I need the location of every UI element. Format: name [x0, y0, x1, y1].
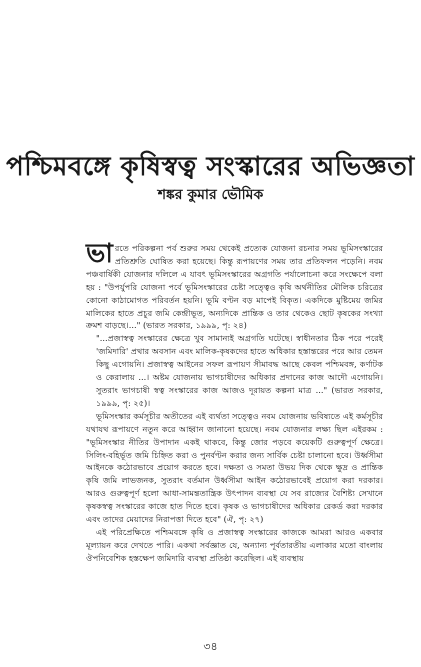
- paragraph-1: ভারতে পরিকল্পনা পর্ব শুরুর সময় থেকেই প্রত্যেক যোজনা রচনার সময় ভূমিসংস্কারের প্রতিশ্রুতি ঘোষিত করা হয়েছে। কিন্তু রূপায়ণের সময় তার প্রতিফলন পড়েনি। নবম পঞ্চবার্ষিকী যোজনার দলিলে এ যাবৎ ভূমিসংস্কারের অগ্রগতি পর্যালোচনা করে সংক্ষেপে বলা হয় : "উপর্যুপরি যোজনা পর্বে ভূমিসংস্কারের চেষ্টা সত্ত্বেও কৃষি অর্থনীতির মৌলিক চরিত্রের কোনো কাঠামোগত পরিবর্তন হয়নি। ভূমি বণ্টন বড় মাপেই বিকৃত। একদিকে মুষ্টিমেয় জমির মালিকের হাতে প্রচুর জমি কেন্দ্রীভূত, অন্যদিকে প্রান্তিক ও তার থেকেও ছোট কৃষকের সংখ্যা ক্রমশ বাড়ছে।..." (ভারত সরকার, ১৯৯৯, পৃ: ২৪): [86, 239, 383, 331]
- article-body: [86, 239, 383, 565]
- paragraph-2-quote: "...প্রজাস্বত্ব সংস্কারের ক্ষেত্রে খুব সামান্যই অগ্রগতি ঘটেছে। স্বাধীনতার ঠিক পরে পরেই 'জমিদারি' প্রথার অবসান এবং মালিক-কৃষকদের হাতে অধিকার হস্তান্তরের পরে আর তেমন কিছু এগোয়নি। প্রজাস্বত্ব আইনের সফল রূপায়ণ সীমাবদ্ধ আছে কেবল পশ্চিমবঙ্গ, কর্ণাটক ও কেরালায় ...। অষ্টম যোজনায় ভাগচাষীদের অধিকার প্রদানের কাজ আদৌ এগোয়নি। সুতরাং ভাগচাষী স্বত্ব সংস্কারের কাজ আজও দূরায়ত কল্পনা মাত্র ..." (ভারত সরকার, ১৯৯৯, পৃ: ২৫)।: [96, 333, 383, 408]
- article-author: শঙ্কর কুমার ভৌমিক: [157, 187, 264, 203]
- paragraph-3: ভূমিসংস্কার কর্মসূচীর অতীতের এই ব্যর্থতা সত্ত্বেও নবম যোজনায় ভবিষ্যতে এই কর্মসূচীর যথাযথ রূপায়ণে নতুন করে আহ্বান জানানো হয়েছে। নবম যোজনার লক্ষ্য ছিল এইরকম : "ভূমিসংস্কার নীতির উপাদান একই থাকবে, কিন্তু জোর পড়বে কয়েকটি গুরুত্বপূর্ণ ক্ষেত্রে। সিলিং-বহির্ভূত জমি চিহ্নিত করা ও পুনর্বণ্টন করার জন্য সার্বিক চেষ্টা চালানো হবে। উর্ধ্বসীমা আইনকে কঠোরভাবে প্রয়োগ করতে হবে। দক্ষতা ও সমতা উভয় দিক থেকে ক্ষুদ্র ও প্রান্তিক কৃষি জমি লাভজনক, সুতরাং বর্তমান উর্ধ্বসীমা আইন কঠোরভাবেই প্রয়োগ করা দরকার। আরও গুরুত্বপূর্ণ হলো আধা-সামন্ততান্ত্রিক উৎপাদন ব্যবস্থা যে সব রাজ্যের বৈশিষ্ট্য সেখানে কৃষকস্বত্ব সংস্কারের কাজে হাত দিতে হবে। কৃষক ও ভাগচাষীদের অধিকার রেকর্ড করা দরকার এবং তাদের মেয়াদের নিরাপত্তা দিতে হবে" (ঐ, পৃ: ২৭): [86, 410, 383, 525]
- paragraph-4: এই পরিপ্রেক্ষিতে পশ্চিমবঙ্গে কৃষি ও প্রজাস্বত্ব সংস্কারের কাজকে আমরা আরও একবার মূল্যায়ন করে দেখতে পারি। একথা সর্বজ্ঞাত যে, অন্যান্য পূর্বতারতীয় এলাকার মতো বাংলায় ঔপনিবেশিক হস্তক্ষেপ জমিদারি ব্যবস্থা প্রতিষ্ঠা করেছিল। এই ব্যবস্থায়: [86, 526, 383, 563]
- page-number: ৩৪: [203, 640, 218, 653]
- article-title: পশ্চিমবঙ্গে কৃষিস্বত্ব সংস্কারের অভিজ্ঞতা: [6, 152, 415, 182]
